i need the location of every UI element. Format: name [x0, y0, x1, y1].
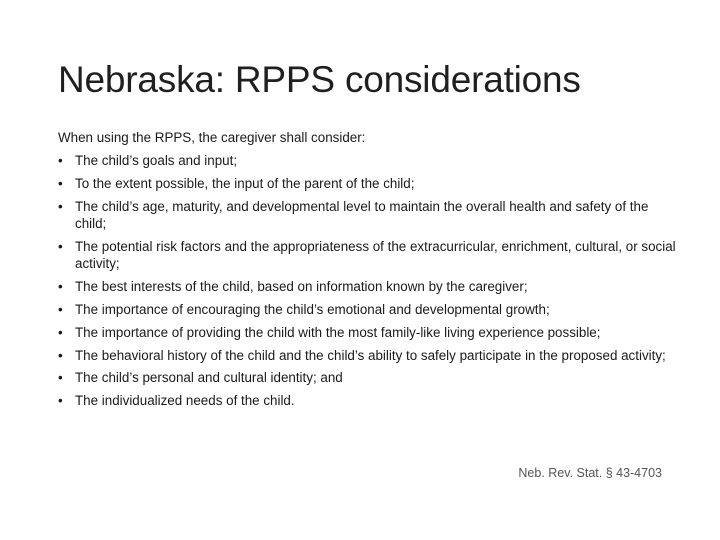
list-item: [58, 152, 678, 170]
list-item: [58, 369, 678, 387]
bullet-icon: •: [58, 347, 63, 363]
bullet-icon: •: [58, 175, 63, 191]
list-item-text: The importance of encouraging the child’s emotional and developmental growth;: [75, 301, 550, 317]
list-item-text: To the extent possible, the input of the parent of the child;: [75, 175, 415, 191]
bullet-icon: •: [58, 324, 63, 340]
bullet-icon: •: [58, 198, 63, 214]
bullet-icon: •: [58, 279, 63, 295]
list-item-text: The best interests of the child, based on information known by the caregiver;: [75, 279, 528, 295]
list-item-text: The child’s age, maturity, and developmental level to maintain the overall health and safety of the child;: [75, 198, 649, 232]
list-item: [58, 278, 678, 296]
list-item: [58, 347, 678, 365]
list-item-text: The importance of providing the child with the most family-like living experience possible;: [75, 324, 601, 340]
bullet-icon: •: [58, 153, 63, 168]
bullet-icon: •: [58, 370, 63, 386]
slide-title: Nebraska: RPPS considerations: [58, 59, 581, 100]
bullet-icon: •: [58, 301, 63, 317]
list-item-text: The individualized needs of the child.: [75, 393, 295, 409]
list-item: [58, 198, 678, 233]
bullet-icon: •: [58, 238, 63, 254]
list-item-text: The child’s personal and cultural identity; and: [75, 370, 343, 386]
considerations-list: [58, 152, 678, 415]
list-item: [58, 301, 678, 319]
list-item-text: The behavioral history of the child and the child’s ability to safely participate in the proposed activity;: [75, 347, 666, 363]
list-item: [58, 238, 678, 273]
bullet-icon: •: [58, 393, 63, 409]
intro-text: When using the RPPS, the caregiver shall consider:: [58, 130, 366, 145]
list-item: [58, 175, 678, 193]
statute-citation: Neb. Rev. Stat. § 43-4703: [518, 466, 662, 480]
list-item: [58, 392, 678, 410]
list-item: [58, 324, 678, 342]
list-item-text: The child’s goals and input;: [75, 153, 238, 168]
list-item-text: The potential risk factors and the appropriateness of the extracurricular, enrichment, cultural, or social activity;: [75, 238, 676, 272]
